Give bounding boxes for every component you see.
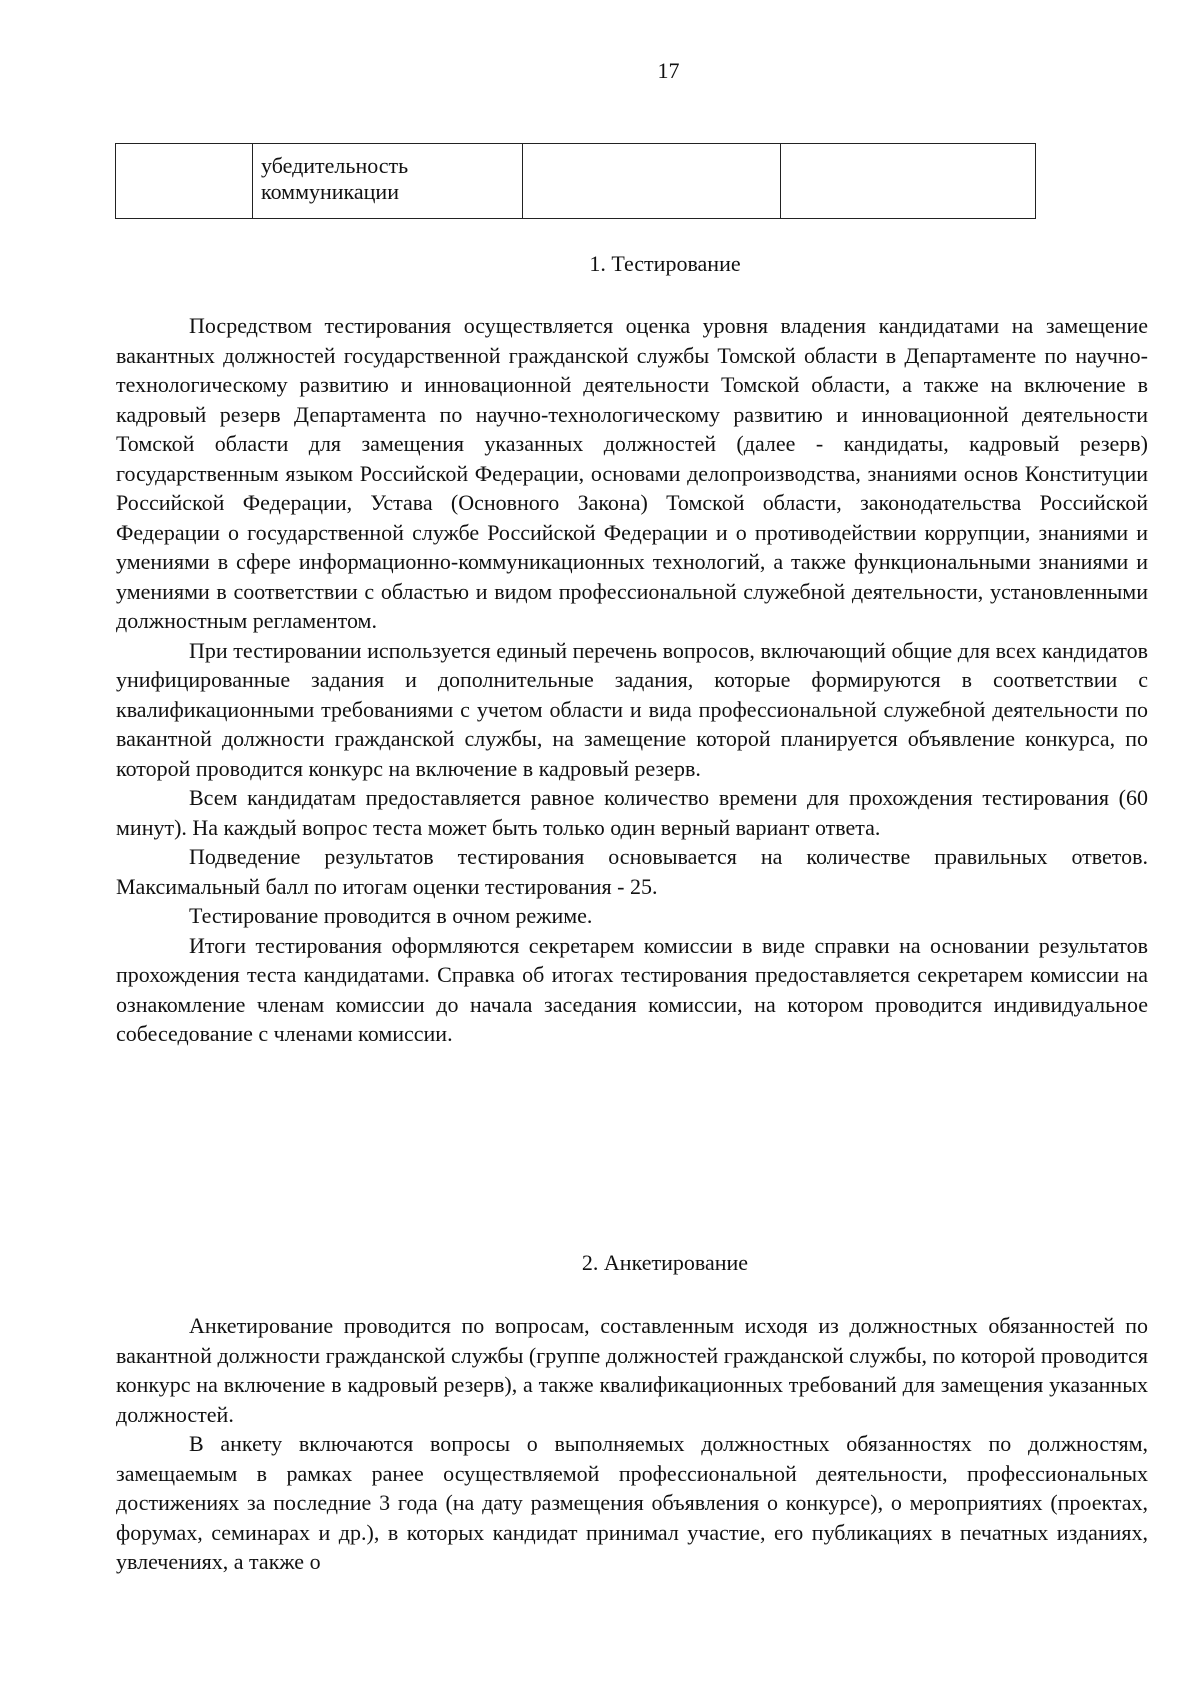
paragraph: Всем кандидатам предоставляется равное количество времени для прохождения тестирования (60 минут). На каждый вопрос теста может быть только один верный вариант ответа. [116,785,1148,840]
paragraph: В анкету включаются вопросы о выполняемых должностных обязанностях по должностям, замещаемым в рамках ранее осуществляемой профессиональной деятельности, профессиональных достижениях за последние 3 года (на дату размещения объявления о конкурсе), о мероприятиях (проектах, форумах, семинарах и др.), в которых кандидат принимал участие, его публикациях в печатных изданиях, увлечениях, а также о [116,1431,1148,1574]
table-cell-line: коммуникации [261,179,399,204]
paragraph: Тестирование проводится в очном режиме. [189,903,593,928]
section-heading-testing: 1. Тестирование [589,251,741,276]
paragraph: Подведение результатов тестирования основывается на количестве правильных ответов. Максимальный балл по итогам оценки тестирования - 25. [116,844,1148,899]
continued-table [115,143,1036,219]
paragraph: При тестировании используется единый перечень вопросов, включающий общие для всех кандидатов унифицированные задания и дополнительные задания, которые формируются в соответствии с квалификационными требованиями с учетом области и вида профессиональной служебной деятельности по вакантной должности гражданской службы, на замещение которой планируется объявление конкурса, по которой проводится конкурс на включение в кадровый резерв. [116,637,1148,781]
paragraph: Итоги тестирования оформляются секретарем комиссии в виде справки на основании результатов прохождения теста кандидатами. Справка об итогах тестирования предоставляется секретарем комиссии на ознакомление членам комиссии до начала заседания комиссии, на котором проводится индивидуальное собеседование с членами комиссии. [116,932,1148,1046]
table-cell-line: убедительность [261,153,409,178]
table-cell [116,144,253,219]
page-number: 17 [657,58,680,83]
paragraph: Анкетирование проводится по вопросам, составленным исходя из должностных обязанностей по вакантной должности гражданской службы (группе должностей гражданской службы, по которой проводится конкурс на включение в кадровый резерв), а также квалификационных требований для замещения указанных должностей. [116,1313,1148,1427]
section-body-questionnaire [116,1311,1148,1577]
table-row [116,144,1036,219]
table-cell [781,144,1036,219]
table-cell [253,144,523,219]
section-body-testing [116,311,1148,1049]
table-cell [523,144,781,219]
section-heading-questionnaire: 2. Анкетирование [581,1250,749,1275]
paragraph: Посредством тестирования осуществляется оценка уровня владения кандидатами на замещение вакантных должностей государственной гражданской службы Томской области в Департаменте по научно-технологическому развитию и инновационной деятельности Томской области, а также на включение в кадровый резерв Департамента по научно-технологическому развитию и инновационной деятельности Томской области для замещения указанных должностей (далее - кандидаты, кадровый резерв) государственным языком Российской Федерации, основами делопроизводства, знаниями основ Конституции Российской Федерации, Устава (Основного Закона) Томской области, законодательства Российской Федерации о государственной службе Российской Федерации и о противодействии коррупции, знаниями и умениями в сфере информационно-коммуникационных технологий, а также функциональными знаниями и умениями в соответствии с областью и видом профессиональной служебной деятельности, установленными должностным регламентом. [116,313,1148,633]
